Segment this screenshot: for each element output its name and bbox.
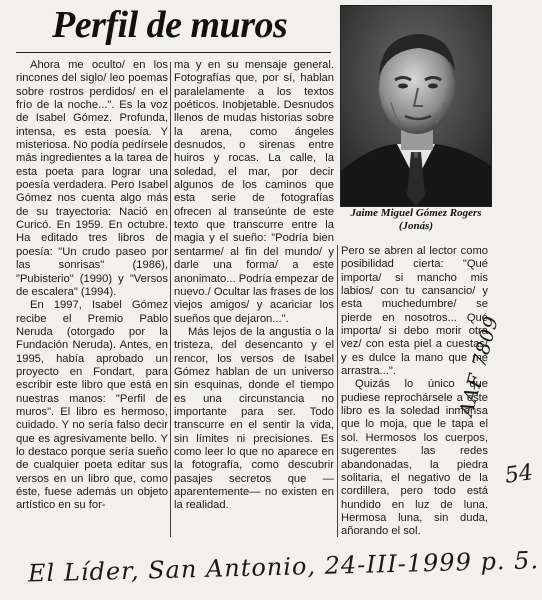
handwritten-number: 54 bbox=[503, 460, 535, 489]
paragraph: Pero se abren al lector como posibilidad cierta: "Qué importa/ si mancho mis labios/ con tu cansancio/ y esta muchedumbre/ se pierde en nosotros... Qué importa/ si debo morir otra vez/ con esta piel a cuestas/ y es dulce la mano que me arrastra...". bbox=[341, 245, 488, 378]
paragraph: En 1997, Isabel Gómez recibe el Premio Pablo Neruda (otorgado por la Fundación Neruda). Antes, en 1995, había aprobado un proyecto en Fondart, para escribir este libro que está en nuestras manos: "Perfil de muros". El libro es hermoso, cuidado. Y no sería falso decir que es agresivamente bello. Y lo destaco porque sería sueño de cualquier poeta editar sus versos en un libro que, como éste, fuese además un objeto artístico en su for- bbox=[16, 299, 168, 512]
column-divider bbox=[337, 245, 338, 537]
title-rule bbox=[16, 52, 331, 53]
author-photo bbox=[340, 5, 492, 207]
paragraph: ma y en su mensaje general. Fotografías que, por sí, hablan paralelamente a los textos poéticos. Inobjetable. Desnudos llenos de mudas historias sobre la arena, como ángeles desnudos, o sirenas entre huiros y rocas. La calle, la soledad, el mar, por decir algunos de los caminos que esta serie de fotografías ofrecen al transeúnte de este texto que transcurre entre la magia y el sueño: "Podría bien sentarme/ al fin del mundo/ y darle una forma/ a este anonimato... Podría empezar de nuevo./ Ocultar las frases de los viejos amigos/ y acariciar los sueños que dejaron...". bbox=[174, 59, 334, 325]
column-divider bbox=[170, 62, 171, 537]
photo-caption: Jaime Miguel Gómez Rogers (Jonás) bbox=[350, 207, 482, 232]
handwritten-source-note: El Líder, San Antonio, 24-III-1999 p. 5. bbox=[27, 546, 540, 588]
paragraph: Más lejos de la angustia o la tristeza, del desencanto y el rencor, los versos de Isabel Gómez hablan de un universo sin esquinas, donde el tiempo es una circunstancia no importante para ser. Todo transcurre en el sentir la vida, sin límites ni precisiones. Es como leer lo que no aparece en la fotografía, como descubrir pasajes secretos que —aparentemente— no existen en la realidad. bbox=[174, 325, 334, 512]
article-column-1 bbox=[16, 59, 168, 539]
handwritten-archive-code: AAF 7809 bbox=[455, 313, 504, 419]
paragraph: Ahora me oculto/ en los rincones del siglo/ leo poemas sobre rostros perdidos/ en el frío de la noche...". Es la voz de Isabel Gómez. Profunda, intensa, es esta poesía. Y misteriosa. No podía pedírsele más ingredientes a la tarea de esta poeta para lograr una poesía verdadera. Pero Isabel Gómez nos cuenta algo más de su trayectoria: Nació en Curicó. En 1959. En octubre. Ha editado tres libros de poesía: "Un crudo paseo por las sonrisas" (1986), "Pubisterio" (1990) y "Versos de escalera" (1994). bbox=[16, 59, 168, 298]
article-column-2 bbox=[174, 59, 334, 539]
article-title: Perfil de muros bbox=[52, 4, 288, 46]
paragraph: Quizás lo único que pudiese reprochársele a este libro es la soledad inmensa que lo moja, que le tapa el sol. Hermosos los cuerpos, sugerentes las redes abandonadas, la piedra solitaria, el negativo de la cordillera, pero todo está hundido en luz de luna. Hermosa luna, sin duda, añorando el sol. bbox=[341, 378, 488, 538]
portrait-image bbox=[341, 6, 491, 206]
